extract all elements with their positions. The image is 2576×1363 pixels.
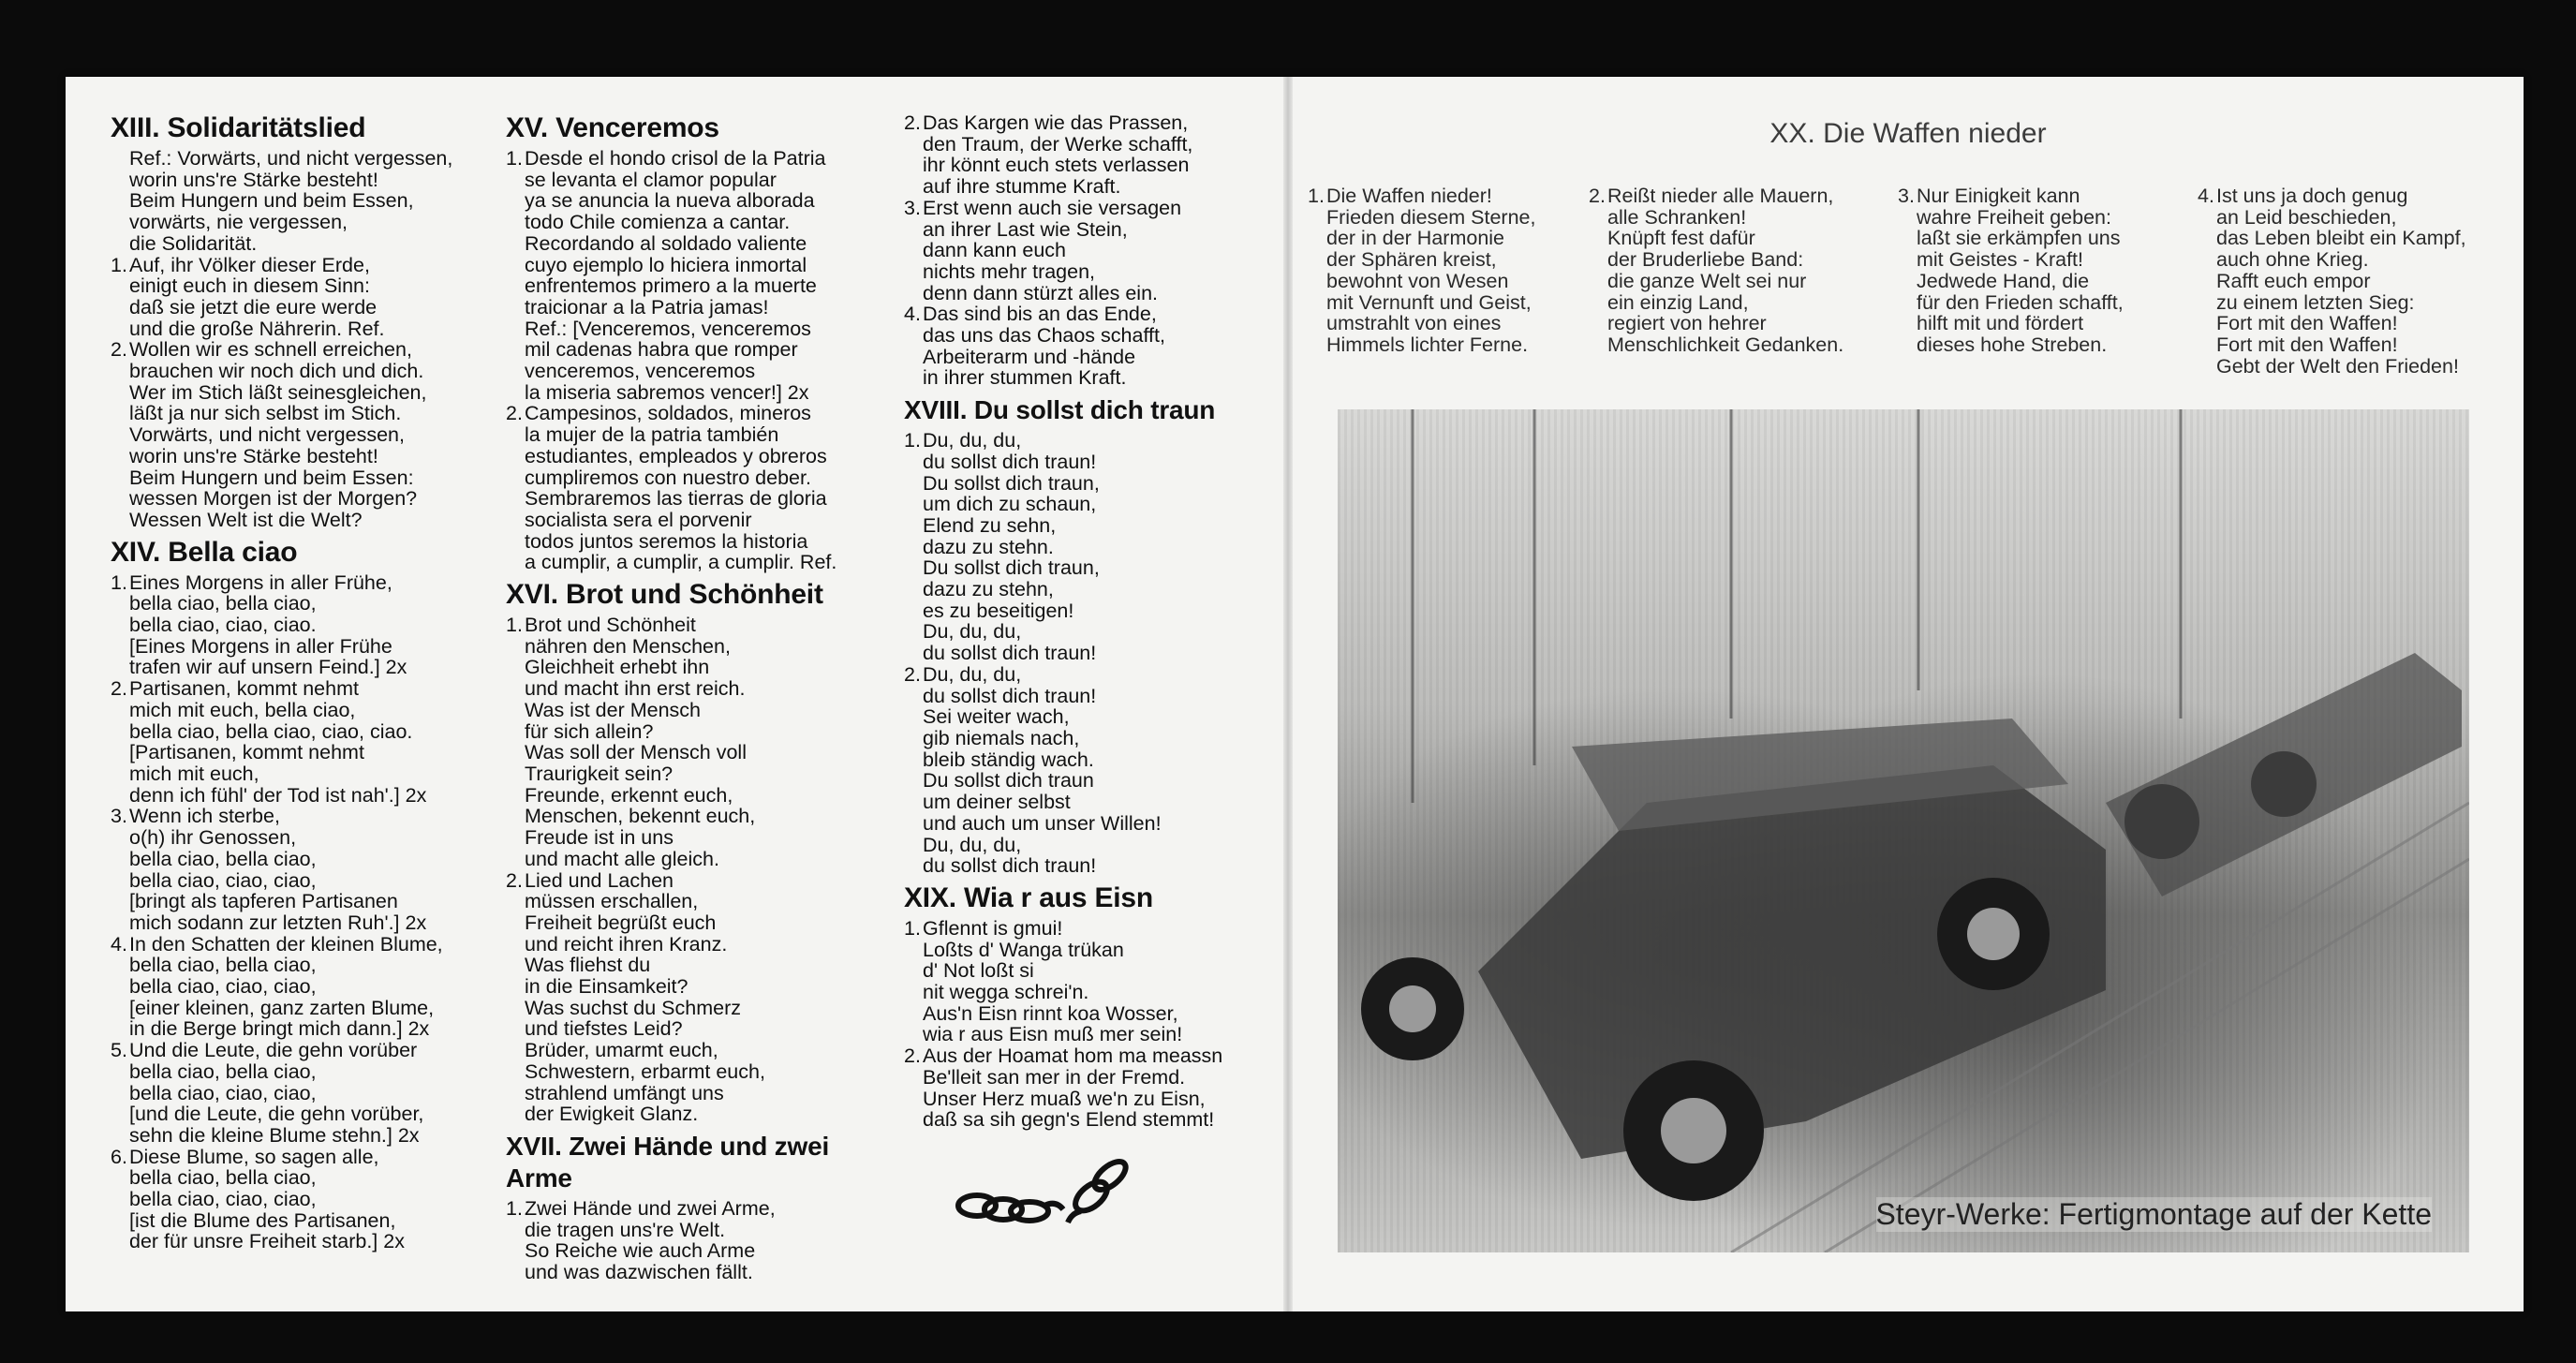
- verse: [904, 430, 1283, 664]
- song-title: XVII. Zwei Hände und zwei Arme: [506, 1131, 830, 1193]
- song-title-xx: XX. Die Waffen nieder: [1769, 118, 2047, 149]
- verse: [904, 198, 1283, 304]
- verse-text: Wenn ich sterbe, o(h) ihr Genossen, bella ciao, bella ciao, bella ciao, ciao, ciao, [bringt als tapferen Partisanen mich sodann zur letzten Ruh'.] 2x: [129, 805, 427, 934]
- verse-number: 2.: [506, 402, 523, 425]
- verse: [111, 1147, 495, 1253]
- vintage-car-illustration: [1338, 409, 2469, 1252]
- verse-number: 4.: [111, 932, 127, 956]
- verse-number: 3.: [111, 805, 127, 828]
- verse: [111, 339, 495, 530]
- verse: [506, 1198, 890, 1283]
- song-block: [904, 394, 1283, 877]
- verse-text: Gflennt is gmui! Loßts d' Wanga trükan d' Not loßt si nit wegga schrei'n. Aus'n Eisn rinnt koa Wosser, wia r aus Eisn muß mer sein!: [923, 916, 1183, 1046]
- verse-number: 2.: [506, 868, 523, 892]
- song-refrain: Ref.: Vorwärts, und nicht vergessen, worin uns're Stärke besteht! Beim Hungern und beim Essen, vorwärts, nie vergessen, die Solidarität.: [129, 147, 453, 255]
- verse-text: Desde el hondo crisol de la Patria se levanta el clamor popular ya se anuncia la nueva alborada todo Chile comienza a cantar. Recordando al soldado valiente cuyo ejemplo lo hiciera inmortal enfrentemos primero a la muerte traicionar a la Patria jamas! Ref.: [Venceremos, venceremos mil cadenas habra que romper venceremos, venceremos la miseria sabremos vencer!] 2x: [525, 147, 826, 404]
- booklet-spine: [1283, 77, 1293, 1311]
- verse-text: Du, du, du, du sollst dich traun! Sei weiter wach, gib niemals nach, bleib ständig wach. Du sollst dich traun um deiner selbst und auch um unser Willen! Du, du, du, du sollst dich traun!: [923, 662, 1162, 878]
- verse: [506, 870, 890, 1125]
- verse-number: 1.: [111, 570, 127, 594]
- song-title: XIX. Wia r aus Eisn: [904, 882, 1154, 913]
- song-block: [506, 112, 890, 573]
- verse: [506, 615, 890, 869]
- song-block: [904, 112, 1283, 389]
- song-title: XV. Venceremos: [506, 112, 719, 143]
- left-column-1: [111, 112, 495, 1258]
- verse: [904, 918, 1283, 1045]
- factory-photo: [1338, 409, 2469, 1252]
- verse-text: Reißt nieder alle Mauern, alle Schranken! Knüpft fest dafür der Bruderliebe Band: die ganze Welt sei nur ein einzig Land, regiert von hehrer Menschlichkeit Gedanken.: [1607, 185, 1844, 356]
- verse-text: Das Kargen wie das Prassen, den Traum, der Werke schafft, ihr könnt euch stets verlassen auf ihre stumme Kraft.: [923, 111, 1193, 199]
- verse-text: Ist uns ja doch genug an Leid beschieden, das Leben bleibt ein Kampf, auch ohne Krieg. Rafft euch empor zu einem letzten Sieg: Fort mit den Waffen! Fort mit den Waffen! Gebt der Welt den Frieden!: [2216, 185, 2466, 378]
- verse-number: 1.: [111, 253, 127, 276]
- song-block: [904, 882, 1283, 1131]
- verse-number: 3.: [904, 196, 921, 219]
- verse-text: Auf, ihr Völker dieser Erde, einigt euch in diesem Sinn: daß sie jetzt die eure werde und die große Nährerin. Ref.: [129, 253, 385, 340]
- verse-number: 1.: [904, 429, 921, 452]
- verse-text: Partisanen, kommt nehmt mich mit euch, bella ciao, bella ciao, bella ciao, ciao, ciao. [Partisanen, kommt nehmt mich mit euch, denn ich fühl' der Tod ist nah'.] 2x: [129, 677, 427, 807]
- verse-number: 2.: [111, 338, 127, 362]
- verse-text: Lied und Lachen müssen erschallen, Freiheit begrüßt euch und reicht ihren Kranz. Was fliehst du in die Einsamkeit? Was suchst du Schmerz und tiefstes Leid? Brüder, umarmt euch, Schwestern, erbarmt euch, strahlend umfängt uns der Ewigkeit Glanz.: [525, 868, 765, 1126]
- verse-text: In den Schatten der kleinen Blume, bella ciao, bella ciao, bella ciao, ciao, ciao, [einer kleinen, ganz zarten Blume, in die Berge bringt mich dann.] 2x: [129, 932, 443, 1041]
- verse-text: Das sind bis an das Ende, das uns das Chaos schafft, Arbeiterarm und -hände in ihrer stummen Kraft.: [923, 303, 1165, 390]
- verse: [111, 572, 495, 679]
- verse-number: 6.: [111, 1145, 127, 1168]
- verse: [111, 255, 495, 340]
- song-title: XVI. Brot und Schönheit: [506, 579, 823, 611]
- song-block: [111, 537, 495, 1253]
- verse-text: Du, du, du, du sollst dich traun! Du sollst dich traun, um dich zu schaun, Elend zu sehn, dazu zu stehn. Du sollst dich traun, dazu zu stehn, es zu beseitigen! Du, du, du, du sollst dich traun!: [923, 429, 1100, 665]
- song-title: XVIII. Du sollst dich traun: [904, 395, 1216, 425]
- left-column-3: [904, 112, 1283, 1136]
- verse: [111, 806, 495, 933]
- verse-text: Wollen wir es schnell erreichen, brauchen wir noch dich und dich. Wer im Stich läßt seinesgleichen, läßt ja nur sich selbst im Stich. Vorwärts, und nicht vergessen, worin uns're Stärke besteht! Beim Hungern und beim Essen: wessen Morgen ist der Morgen? Wessen Welt ist die Welt?: [129, 338, 427, 531]
- verse-number: 1.: [904, 916, 921, 940]
- verse-text: Aus der Hoamat hom ma meassn Be'lleit san mer in der Fremd. Unser Herz muaß we'n zu Eisn, daß sa sih gegn's Elend stemmt!: [923, 1044, 1223, 1132]
- verse: [111, 1040, 495, 1147]
- verse: [111, 934, 495, 1041]
- verse-number: 4.: [2198, 185, 2214, 207]
- verse-text: Diese Blume, so sagen alle, bella ciao, bella ciao, bella ciao, ciao, ciao, [ist die Blume des Partisanen, der für unsre Freiheit starb.] 2x: [129, 1145, 405, 1253]
- verse-text: Und die Leute, die gehn vorüber bella ciao, bella ciao, bella ciao, ciao, ciao, [und die Leute, die gehn vorüber, sehn die kleine Blume stehn.] 2x: [129, 1039, 424, 1147]
- verse-text: Campesinos, soldados, mineros la mujer de la patria también estudiantes, empleados y obreros cumpliremos con nuestro deber. Sembraremos las tierras de gloria socialista sera el porvenir todos juntos seremos la historia a cumplir, a cumplir, a cumplir. Ref.: [525, 402, 837, 574]
- song-block: [506, 1131, 890, 1283]
- verse-number: 1.: [506, 614, 523, 637]
- left-column-2: [506, 112, 890, 1289]
- verse-text: Nur Einigkeit kann wahre Freiheit geben: laßt sie erkämpfen uns mit Geistes - Kraft! Jedwede Hand, die für den Frieden schafft, hilft mit und fördert dieses hohe Streben.: [1917, 185, 2124, 356]
- verse-text: Erst wenn auch sie versagen an ihrer Last wie Stein, dann kann euch nichts mehr tragen, denn dann stürzt alles ein.: [923, 196, 1182, 304]
- verse: [506, 403, 890, 573]
- song-title: XIII. Solidaritätslied: [111, 112, 366, 143]
- verse-number: 2.: [1589, 185, 1606, 207]
- verse-number: 2.: [904, 111, 921, 134]
- verse: [904, 1045, 1283, 1131]
- verse-number: 2.: [904, 1044, 921, 1068]
- verse-text: Brot und Schönheit nähren den Menschen, Gleichheit erhebt ihn und macht ihn erst reich. Was ist der Mensch für sich allein? Was soll der Mensch voll Traurigkeit sein? Freunde, erkennt euch, Menschen, bekennt euch, Freude ist in uns und macht alle gleich.: [525, 614, 756, 870]
- broken-chain-icon: [951, 1149, 1138, 1234]
- song-block: [506, 579, 890, 1125]
- right-verse-4: [2198, 185, 2466, 377]
- right-verse-1: [1308, 185, 1535, 356]
- right-verse-2: [1589, 185, 1843, 356]
- verse-number: 3.: [1898, 185, 1915, 207]
- photo-caption: Steyr-Werke: Fertigmontage auf der Kette: [1875, 1197, 2432, 1231]
- right-verse-3: [1898, 185, 2124, 356]
- song-title: XIV. Bella ciao: [111, 536, 298, 568]
- verse: [904, 304, 1283, 389]
- verse-text: Zwei Hände und zwei Arme, die tragen uns're Welt. So Reiche wie auch Arme und was dazwischen fällt.: [525, 1196, 776, 1284]
- verse-text: Die Waffen nieder! Frieden diesem Sterne, der in der Harmonie der Sphären kreist, bewohnt von Wesen mit Vernunft und Geist, umstrahlt von eines Himmels lichter Ferne.: [1326, 185, 1536, 356]
- verse-number: 2.: [904, 662, 921, 686]
- verse: [506, 148, 890, 403]
- song-block: [111, 112, 495, 531]
- verse-number: 2.: [111, 677, 127, 701]
- verse-number: 4.: [904, 303, 921, 326]
- booklet-spread: [66, 77, 2524, 1311]
- verse: [111, 678, 495, 806]
- verse-number: 5.: [111, 1039, 127, 1062]
- verse-number: 1.: [506, 147, 523, 170]
- verse-number: 1.: [506, 1196, 523, 1220]
- verse-number: 1.: [1308, 185, 1325, 207]
- verse-text: Eines Morgens in aller Frühe, bella ciao, bella ciao, bella ciao, ciao, ciao. [Eines Morgens in aller Frühe trafen wir auf unsern Feind.] 2x: [129, 570, 407, 679]
- verse: [904, 112, 1283, 198]
- verse: [904, 664, 1283, 877]
